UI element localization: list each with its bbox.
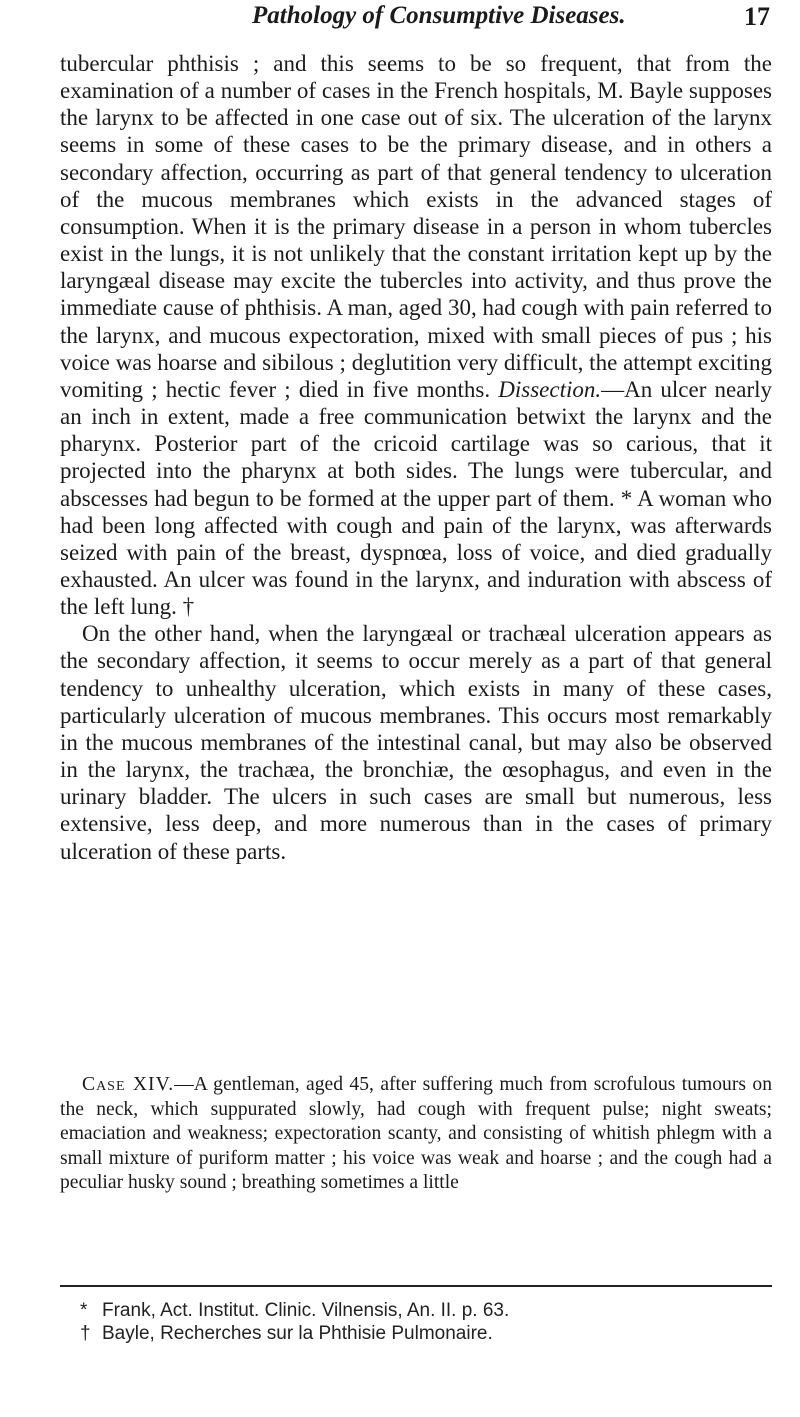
running-title: Pathology of Consumptive Diseases. <box>252 2 626 29</box>
case-text: —A gentleman, aged 45, after suffering much from scrofulous tumours on the neck, which suppurated slowly, had cough with frequent pulse; night sweats; emaciation and weakness; expectoration scanty, and consisting of whitish phlegm with a small mixture of puriform matter ; his voice was weak and hoarse ; and the cough had a peculiar husky sound ; breathing sometimes a little <box>60 1074 772 1193</box>
footnote-item <box>80 1323 772 1346</box>
footnote-mark: † <box>80 1322 91 1344</box>
footnote-text: Frank, Act. Institut. Clinic. Vilnensis, An. II. p. 63. <box>102 1300 510 1321</box>
footnote-divider <box>60 1285 772 1287</box>
paragraph-text: —An ulcer nearly an inch in extent, made a free communication betwixt the larynx and the pharynx. Posterior part of the cricoid cartilage was so carious, that it projected into the pharynx at both sides. The lungs were tubercular, and abscesses had begun to be formed at the upper part of them. * A woman who had been long affected with cough and pain of the larynx, was afterwards seized with pain of the breast, dyspnœa, loss of voice, and died gradually exhausted. An ulcer was found in the larynx, and induration with abscess of the left lung. † <box>60 376 772 620</box>
paragraph-text: tubercular phthisis ; and this seems to be so frequent, that from the examination of a number of cases in the French hospitals, M. Bayle supposes the larynx to be affected in one case out of six. The ulceration of the larynx seems in some of these cases to be the primary disease, and in others a secondary affection, occurring as part of that general tendency to ulceration of the mucous membranes which exists in the advanced stages of consumption. When it is the primary disease in a person in whom tubercles exist in the lungs, it is not unlikely that the constant irritation kept up by the laryngæal disease may excite the tubercles into activity, and thus prove the immediate cause of phthisis. A man, aged 30, had cough with pain referred to the larynx, and mucous expectoration, mixed with small pieces of pus ; his voice was hoarse and sibilous ; deglutition very difficult, the attempt exciting vomiting ; hectic fever ; died in five months. <box>60 51 772 402</box>
footnote-text: Bayle, Recherches sur la Phthisie Pulmonaire. <box>102 1322 493 1344</box>
dissection-heading: Dissection. <box>498 376 602 402</box>
case-report <box>60 1073 772 1196</box>
running-header <box>40 0 800 36</box>
paragraph-secondary-affection: On the other hand, when the laryngæal or trachæal ulceration appears as the secondary affection, it seems to occur merely as a part of that general tendency to unhealthy ulceration, which exists in many of these cases, particularly ulceration of mucous membranes. This occurs most remarkably in the mucous membranes of the intestinal canal, but may also be observed in the larynx, the trachæa, the bronchiæ, the œsophagus, and even in the urinary bladder. The ulcers in such cases are small but numerous, less extensive, less deep, and more numerous than in the cases of primary ulceration of these parts. <box>60 621 772 864</box>
footnote-item <box>80 1300 772 1323</box>
footnote-mark: * <box>80 1300 88 1321</box>
case-label: Case XIV. <box>82 1074 175 1095</box>
main-text <box>60 50 772 865</box>
paragraph-larynx-ulceration <box>60 50 772 620</box>
page-number: 17 <box>744 2 770 31</box>
footnotes <box>80 1300 772 1345</box>
